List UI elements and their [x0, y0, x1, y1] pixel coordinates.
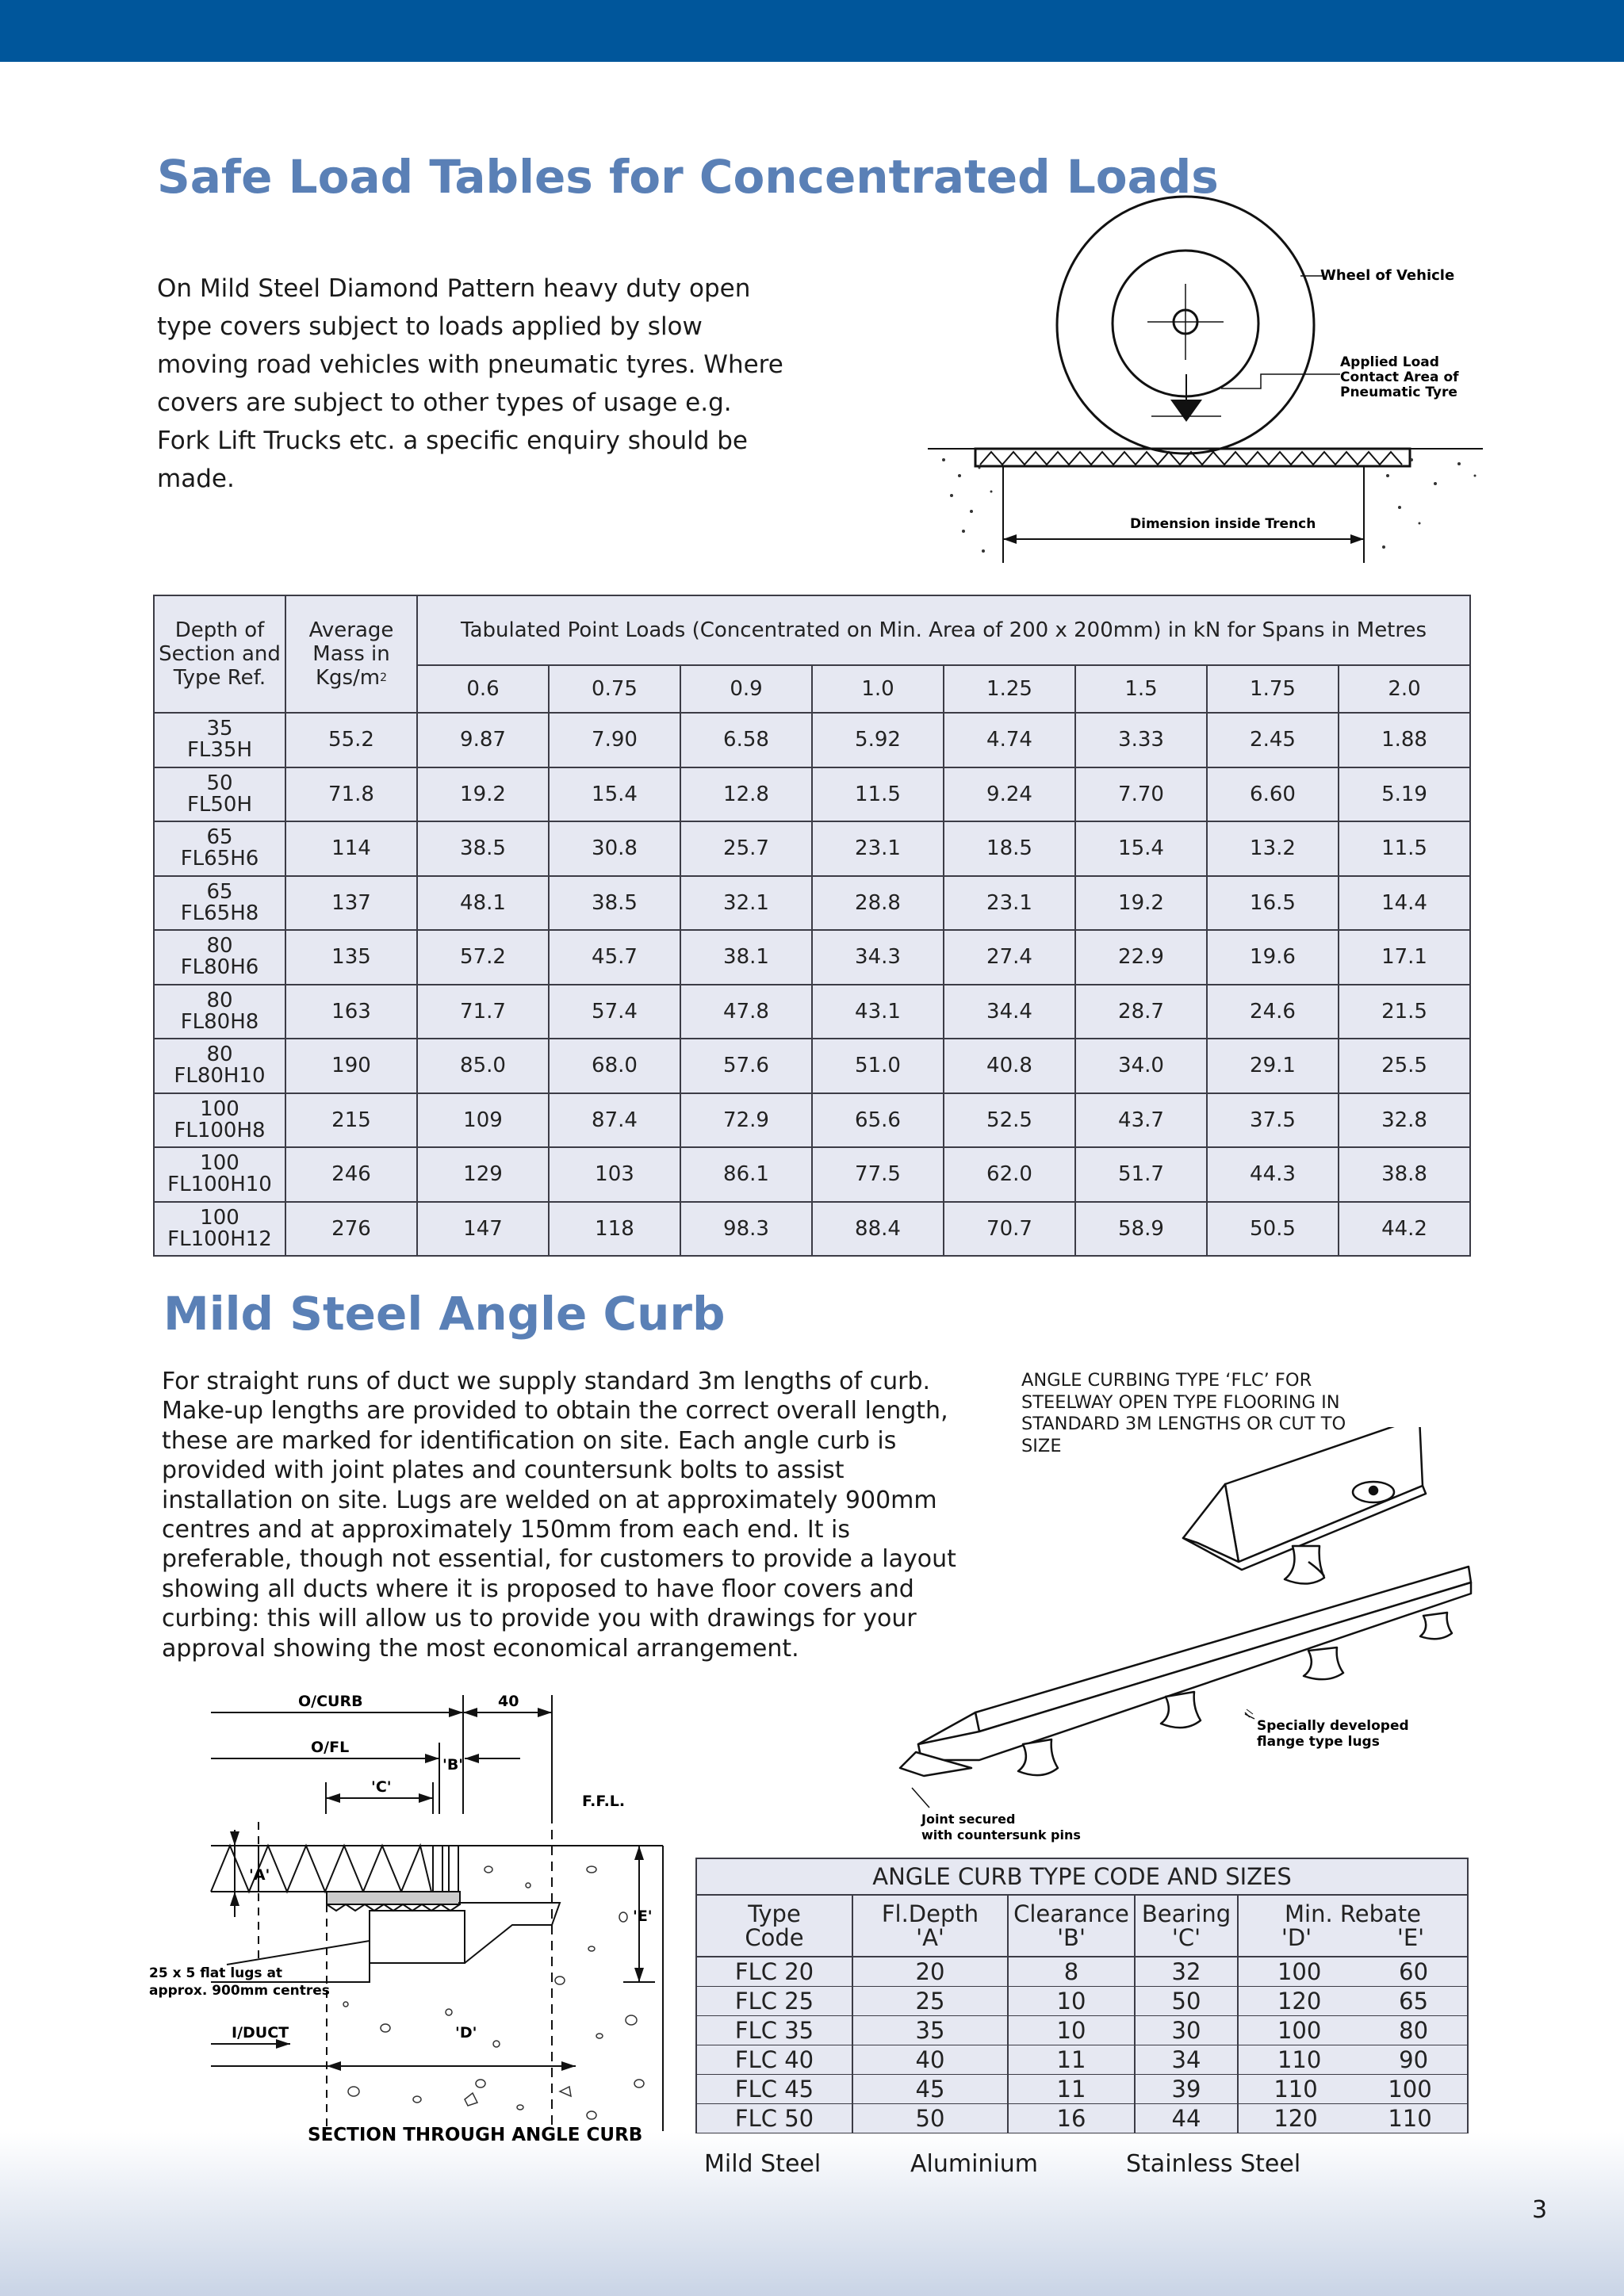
curb-header-bear-2: 'C'	[1171, 1924, 1201, 1951]
cell-load: 85.0	[417, 1039, 549, 1093]
label-dimension: Dimension inside Trench	[1130, 516, 1316, 532]
curb-cell-d: 110	[1277, 2046, 1322, 2073]
load-table-row	[154, 1093, 1470, 1148]
curb-header-depth-1: Fl.Depth	[881, 1900, 979, 1927]
cell-load: 23.1	[812, 821, 944, 876]
curb-cell-code: FLC 25	[696, 1987, 852, 2016]
cell-depth-ref	[154, 767, 285, 822]
cell-load: 58.9	[1075, 1202, 1207, 1257]
cell-mass: 114	[285, 821, 417, 876]
curb-rebate-wrap	[1239, 1958, 1467, 1985]
label-wheel: Wheel of Vehicle	[1320, 267, 1455, 284]
cell-type-ref: FL80H10	[174, 1064, 266, 1089]
load-table-row	[154, 767, 1470, 822]
cell-load: 25.7	[680, 821, 812, 876]
label-ofl: O/FL	[311, 1739, 350, 1756]
cell-type-ref: FL100H10	[167, 1173, 272, 1197]
cell-load: 88.4	[812, 1202, 944, 1257]
cell-load: 30.8	[549, 821, 680, 876]
cell-mass: 163	[285, 985, 417, 1039]
cell-load: 34.0	[1075, 1039, 1207, 1093]
cell-load: 1.88	[1339, 713, 1470, 767]
cell-depth: 80	[206, 934, 233, 959]
curb-cell-rebate	[1238, 2045, 1468, 2075]
curb-header-clearance	[1008, 1895, 1135, 1957]
cell-load: 44.3	[1207, 1147, 1339, 1202]
cell-load: 38.8	[1339, 1147, 1470, 1202]
cell-load: 32.8	[1339, 1093, 1470, 1148]
cell-depth-ref	[154, 821, 285, 876]
curb-table-title: ANGLE CURB TYPE CODE AND SIZES	[696, 1858, 1468, 1895]
header-depth-text: Depth of Section and Type Ref.	[159, 618, 281, 690]
curb-cell-a: 45	[852, 2075, 1008, 2104]
span-header: 1.0	[812, 665, 944, 713]
cell-depth: 100	[200, 1205, 239, 1230]
curb-cell-e: 110	[1388, 2105, 1432, 2132]
curb-cell-code: FLC 45	[696, 2075, 852, 2104]
cell-load: 27.4	[944, 930, 1075, 985]
cell-load: 11.5	[1339, 821, 1470, 876]
label-iduct: I/DUCT	[232, 2024, 289, 2042]
cell-type-ref: FL100H12	[167, 1226, 272, 1251]
curb-rebate-wrap	[1239, 1988, 1467, 2015]
curb-header-type-1: Type	[748, 1900, 801, 1927]
label-ffl: F.F.L.	[582, 1793, 626, 1810]
cell-load: 16.5	[1207, 876, 1339, 931]
label-40: 40	[498, 1693, 519, 1710]
label-flat-lugs-1: 25 x 5 flat lugs at	[149, 1965, 283, 1981]
header-mass-text: Average Mass in	[308, 618, 394, 666]
cell-load: 129	[417, 1147, 549, 1202]
cell-load: 38.5	[417, 821, 549, 876]
curb-cell-d: 100	[1277, 1958, 1322, 1985]
curb-cell-c: 34	[1135, 2045, 1238, 2075]
curb-table-row	[696, 1987, 1468, 2016]
material-mild-steel: Mild Steel	[704, 2150, 822, 2178]
cell-load: 15.4	[1075, 821, 1207, 876]
header-mass-sup: 2	[380, 672, 388, 684]
label-d: 'D'	[455, 2024, 477, 2042]
curb-cell-c: 44	[1135, 2104, 1238, 2133]
cell-load: 9.87	[417, 713, 549, 767]
label-lugs-2: flange type lugs	[1257, 1734, 1380, 1750]
span-header: 1.25	[944, 665, 1075, 713]
cell-load: 4.74	[944, 713, 1075, 767]
curb-cell-code: FLC 50	[696, 2104, 852, 2133]
cell-load: 98.3	[680, 1202, 812, 1257]
cell-load: 18.5	[944, 821, 1075, 876]
cell-load: 57.4	[549, 985, 680, 1039]
cell-mass: 55.2	[285, 713, 417, 767]
header-mass-unit: Kgs/m	[315, 666, 381, 690]
curb-table-row	[696, 2104, 1468, 2133]
cell-depth-ref	[154, 1147, 285, 1202]
section-diagram	[147, 1687, 695, 2149]
curb-header-bearing	[1135, 1895, 1238, 1957]
cell-load: 6.60	[1207, 767, 1339, 822]
cell-load: 43.1	[812, 985, 944, 1039]
cell-load: 70.7	[944, 1202, 1075, 1257]
span-header: 1.75	[1207, 665, 1339, 713]
cell-load: 40.8	[944, 1039, 1075, 1093]
cell-load: 2.45	[1207, 713, 1339, 767]
cell-load: 109	[417, 1093, 549, 1148]
curb-paragraph: For straight runs of duct we supply standard 3m lengths of curb. Make-up lengths are provided to obtain the correct overall length, these are marked for identification on site. Each angle curb is provided with joint plates and countersunk bolts to assist installation on site. Lugs are welded on at approximately 900mm centres and at approximately 150mm from each end. It is preferable, though not essential, for customers to provide a layout showing all ducts where it is proposed to have floor covers and curbing: this will allow us to provide you with drawings for your approval showing the most economical arrangement.	[162, 1368, 956, 1663]
label-ocurb: O/CURB	[298, 1693, 363, 1710]
curb-cell-b: 16	[1008, 2104, 1135, 2133]
curb-cell-c: 30	[1135, 2016, 1238, 2045]
cell-load: 32.1	[680, 876, 812, 931]
curb-cell-d: 120	[1277, 1988, 1322, 2015]
cell-load: 71.7	[417, 985, 549, 1039]
label-applied-load: Applied Load	[1340, 354, 1439, 370]
cell-load: 103	[549, 1147, 680, 1202]
cell-depth-ref	[154, 876, 285, 931]
section-title-curb: Mild Steel Angle Curb	[163, 1287, 726, 1341]
cell-mass: 71.8	[285, 767, 417, 822]
cell-depth-ref	[154, 1039, 285, 1093]
cell-type-ref: FL80H6	[180, 955, 259, 980]
cell-load: 24.6	[1207, 985, 1339, 1039]
cell-load: 11.5	[812, 767, 944, 822]
cell-mass: 135	[285, 930, 417, 985]
cell-load: 7.90	[549, 713, 680, 767]
cell-load: 13.2	[1207, 821, 1339, 876]
cell-load: 65.6	[812, 1093, 944, 1148]
cell-load: 51.0	[812, 1039, 944, 1093]
curb-header-depth	[852, 1895, 1008, 1957]
curb-cell-a: 50	[852, 2104, 1008, 2133]
header-depth	[154, 595, 285, 713]
cell-depth-ref	[154, 985, 285, 1039]
header-mass	[285, 595, 417, 713]
curb-rebate-wrap	[1239, 2105, 1467, 2132]
curb-cell-code: FLC 35	[696, 2016, 852, 2045]
span-header: 0.6	[417, 665, 549, 713]
curb-cell-a: 20	[852, 1957, 1008, 1987]
cell-load: 38.5	[549, 876, 680, 931]
cell-type-ref: FL65H8	[180, 901, 259, 925]
curb-cell-rebate	[1238, 2075, 1468, 2104]
material-aluminium: Aluminium	[910, 2150, 1039, 2178]
wheel-diagram	[928, 190, 1491, 571]
load-table-row	[154, 713, 1470, 767]
curb-header-clear-1: Clearance	[1013, 1900, 1129, 1927]
curb-cell-rebate	[1238, 2016, 1468, 2045]
cell-load: 86.1	[680, 1147, 812, 1202]
cell-type-ref: FL80H8	[180, 1009, 259, 1034]
header-loads: Tabulated Point Loads (Concentrated on Min. Area of 200 x 200mm) in kN for Spans in Metres	[417, 595, 1470, 665]
cell-load: 34.4	[944, 985, 1075, 1039]
cell-load: 48.1	[417, 876, 549, 931]
cell-load: 14.4	[1339, 876, 1470, 931]
cell-load: 19.6	[1207, 930, 1339, 985]
curb-cell-e: 100	[1388, 2076, 1432, 2103]
curb-header-type	[696, 1895, 852, 1957]
cell-load: 15.4	[549, 767, 680, 822]
curb-cell-b: 11	[1008, 2075, 1135, 2104]
material-stainless-steel: Stainless Steel	[1126, 2150, 1301, 2178]
cell-load: 12.8	[680, 767, 812, 822]
cell-load: 47.8	[680, 985, 812, 1039]
cell-load: 38.1	[680, 930, 812, 985]
curb-cell-rebate	[1238, 1957, 1468, 1987]
curb-header-clear-2: 'B'	[1057, 1924, 1086, 1951]
curb-header-reb-1: Min. Rebate	[1285, 1900, 1421, 1927]
cell-depth: 65	[206, 879, 233, 904]
curb-rebate-wrap	[1239, 2017, 1467, 2044]
cell-load: 5.19	[1339, 767, 1470, 822]
page-title: Safe Load Tables for Concentrated Loads	[157, 150, 1219, 204]
cell-load: 6.58	[680, 713, 812, 767]
curb-table-row	[696, 2045, 1468, 2075]
curb-table-body	[696, 1957, 1468, 2133]
cell-depth-ref	[154, 1093, 285, 1148]
curb-table	[695, 1858, 1469, 2133]
load-table-row	[154, 876, 1470, 931]
curb-header-bear-1: Bearing	[1141, 1900, 1231, 1927]
cell-mass: 215	[285, 1093, 417, 1148]
cell-load: 28.8	[812, 876, 944, 931]
cell-load: 29.1	[1207, 1039, 1339, 1093]
curb-table-row	[696, 1957, 1468, 1987]
cell-depth: 50	[206, 771, 233, 795]
curb-cell-a: 40	[852, 2045, 1008, 2075]
cell-load: 21.5	[1339, 985, 1470, 1039]
angle-curb-drawing	[896, 1427, 1483, 1847]
cell-depth: 80	[206, 1043, 233, 1067]
cell-load: 43.7	[1075, 1093, 1207, 1148]
page-number: 3	[1532, 2196, 1548, 2224]
cell-load: 57.2	[417, 930, 549, 985]
cell-load: 87.4	[549, 1093, 680, 1148]
curb-cell-b: 8	[1008, 1957, 1135, 1987]
cell-load: 62.0	[944, 1147, 1075, 1202]
curb-header-rebate	[1238, 1895, 1468, 1957]
cell-depth-ref	[154, 930, 285, 985]
top-banner	[0, 0, 1624, 62]
curb-cell-c: 32	[1135, 1957, 1238, 1987]
curb-cell-e: 90	[1399, 2046, 1429, 2073]
curb-header-type-2: Code	[745, 1924, 804, 1951]
curb-cell-rebate	[1238, 2104, 1468, 2133]
cell-type-ref: FL50H	[186, 792, 253, 817]
label-contact-area: Contact Area of	[1340, 369, 1459, 385]
cell-depth: 65	[206, 825, 233, 850]
label-pneumatic-tyre: Pneumatic Tyre	[1340, 385, 1457, 400]
curb-cell-a: 25	[852, 1987, 1008, 2016]
cell-type-ref: FL100H8	[174, 1118, 266, 1142]
label-e: 'E'	[633, 1908, 653, 1925]
label-c: 'C'	[371, 1778, 392, 1796]
section-title: SECTION THROUGH ANGLE CURB	[308, 2125, 643, 2145]
curb-cell-e: 65	[1399, 1988, 1429, 2015]
curb-caption: ANGLE CURBING TYPE ‘FLC’ FOR STEELWAY OPEN TYPE FLOORING IN STANDARD 3M LENGTHS OR CUT TO SIZE	[1021, 1370, 1346, 1456]
cell-load: 25.5	[1339, 1039, 1470, 1093]
curb-rebate-wrap	[1239, 2046, 1467, 2073]
load-table-row	[154, 1039, 1470, 1093]
cell-load: 17.1	[1339, 930, 1470, 985]
curb-table-row	[696, 2075, 1468, 2104]
cell-load: 118	[549, 1202, 680, 1257]
span-header: 1.5	[1075, 665, 1207, 713]
curb-cell-c: 39	[1135, 2075, 1238, 2104]
load-table-row	[154, 930, 1470, 985]
curb-table-row	[696, 2016, 1468, 2045]
label-b: 'B'	[442, 1756, 464, 1774]
span-header: 2.0	[1339, 665, 1470, 713]
cell-load: 5.92	[812, 713, 944, 767]
cell-load: 44.2	[1339, 1202, 1470, 1257]
cell-load: 72.9	[680, 1093, 812, 1148]
cell-load: 52.5	[944, 1093, 1075, 1148]
curb-cell-b: 10	[1008, 2016, 1135, 2045]
label-joint-1: Joint secured	[921, 1812, 1016, 1827]
cell-depth: 35	[206, 717, 233, 741]
curb-rebate-wrap	[1239, 2076, 1467, 2103]
curb-cell-a: 35	[852, 2016, 1008, 2045]
cell-depth-ref	[154, 713, 285, 767]
cell-mass: 276	[285, 1202, 417, 1257]
curb-cell-b: 10	[1008, 1987, 1135, 2016]
cell-load: 34.3	[812, 930, 944, 985]
label-a: 'A'	[249, 1866, 270, 1884]
cell-mass: 190	[285, 1039, 417, 1093]
cell-load: 45.7	[549, 930, 680, 985]
curb-header-reb-d: 'D'	[1281, 1924, 1312, 1951]
span-header: 0.9	[680, 665, 812, 713]
label-lugs-1: Specially developed	[1257, 1718, 1409, 1734]
span-header: 0.75	[549, 665, 680, 713]
cell-load: 22.9	[1075, 930, 1207, 985]
curb-cell-rebate	[1238, 1987, 1468, 2016]
curb-cell-e: 60	[1399, 1958, 1429, 1985]
cell-type-ref: FL35H	[186, 738, 253, 763]
cell-load: 57.6	[680, 1039, 812, 1093]
cell-load: 19.2	[1075, 876, 1207, 931]
curb-header-reb-e: 'E'	[1396, 1924, 1425, 1951]
curb-cell-d: 100	[1277, 2017, 1322, 2044]
cell-load: 77.5	[812, 1147, 944, 1202]
label-flat-lugs-2: approx. 900mm centres	[149, 1983, 330, 1999]
load-table-row	[154, 1202, 1470, 1257]
load-table-row	[154, 985, 1470, 1039]
cell-load: 28.7	[1075, 985, 1207, 1039]
cell-load: 19.2	[417, 767, 549, 822]
cell-load: 51.7	[1075, 1147, 1207, 1202]
cell-load: 3.33	[1075, 713, 1207, 767]
curb-cell-e: 80	[1399, 2017, 1429, 2044]
cell-load: 37.5	[1207, 1093, 1339, 1148]
curb-cell-code: FLC 40	[696, 2045, 852, 2075]
cell-load: 23.1	[944, 876, 1075, 931]
cell-depth: 80	[206, 988, 233, 1012]
cell-load: 50.5	[1207, 1202, 1339, 1257]
curb-cell-code: FLC 20	[696, 1957, 852, 1987]
load-table-row	[154, 1147, 1470, 1202]
cell-mass: 137	[285, 876, 417, 931]
cell-depth-ref	[154, 1202, 285, 1257]
curb-cell-d: 110	[1274, 2076, 1318, 2103]
cell-load: 9.24	[944, 767, 1075, 822]
load-table	[153, 595, 1471, 1257]
load-table-row	[154, 821, 1470, 876]
cell-load: 147	[417, 1202, 549, 1257]
cell-load: 7.70	[1075, 767, 1207, 822]
curb-cell-c: 50	[1135, 1987, 1238, 2016]
cell-type-ref: FL65H6	[180, 847, 259, 871]
intro-paragraph: On Mild Steel Diamond Pattern heavy duty open type covers subject to loads applied by slow moving road vehicles with pneumatic tyres. Where covers are subject to other types of usage e.g. Fork Lift Trucks etc. a specific enquiry should be made.	[157, 274, 783, 493]
cell-depth: 100	[200, 1151, 239, 1176]
curb-cell-d: 120	[1274, 2105, 1318, 2132]
cell-depth: 100	[200, 1096, 239, 1121]
curb-header-depth-2: 'A'	[916, 1924, 944, 1951]
cell-mass: 246	[285, 1147, 417, 1202]
curb-cell-b: 11	[1008, 2045, 1135, 2075]
label-joint-2: with countersunk pins	[921, 1827, 1081, 1843]
cell-load: 68.0	[549, 1039, 680, 1093]
